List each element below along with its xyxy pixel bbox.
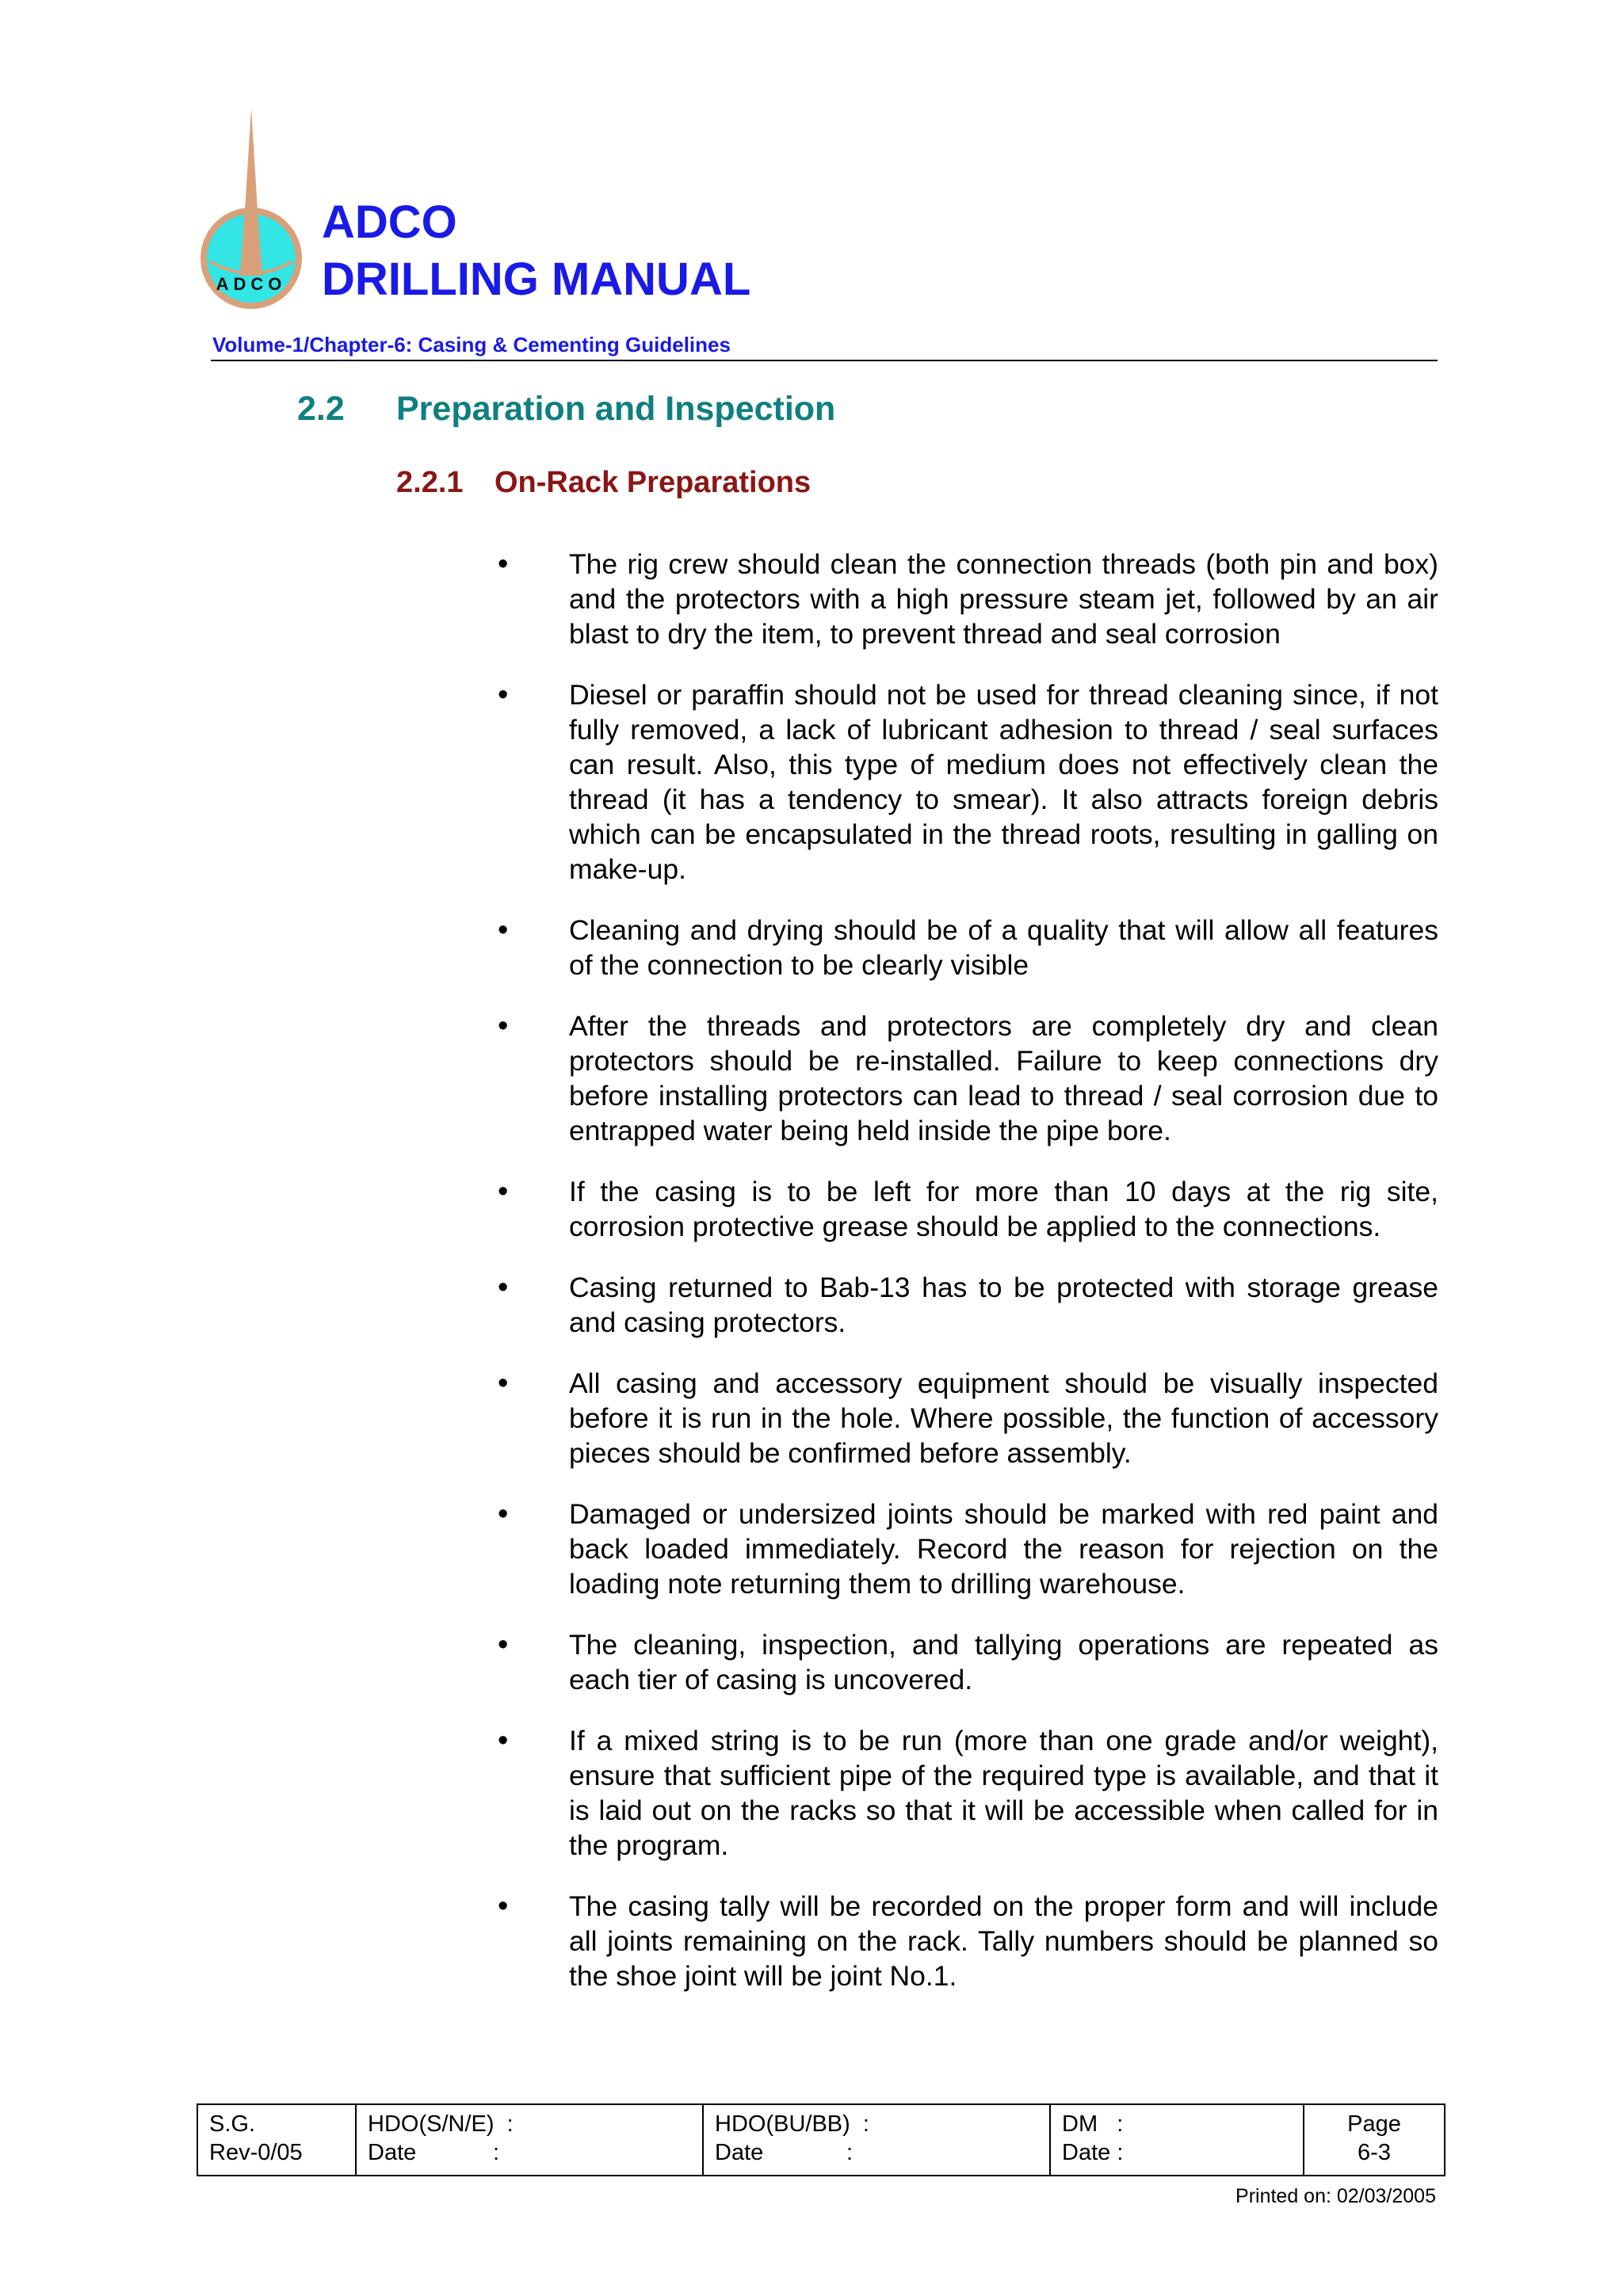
logo-tower [240,108,262,276]
footer-cell-hdo-sne [356,2104,703,2176]
bullet-icon: • [498,1497,509,1531]
bullet-text: Damaged or undersized joints should be marked with red paint and back loaded immediately. Record the reason for rejection on the loading note returning them to drilling warehouse. [569,1498,1438,1600]
dm-label: DM : [1062,2111,1124,2137]
brand-title [322,194,750,308]
bullet-icon: • [498,1724,509,1757]
rev-label: Rev-0/05 [209,2140,303,2165]
bullet-icon: • [498,678,509,711]
logo-text: ADCO [216,274,287,294]
list-item [491,1009,1438,1148]
date-label-3: Date : [1062,2140,1124,2165]
bullet-icon: • [498,1175,509,1208]
section-title: Preparation and Inspection [396,390,836,428]
bullet-text: Casing returned to Bab-13 has to be protected with storage grease and casing protectors. [569,1272,1438,1338]
printed-date: Printed on: 02/03/2005 [1235,2185,1436,2207]
hdo-bubb-label: HDO(BU/BB) : [715,2111,869,2137]
bullet-icon: • [498,1628,509,1661]
document-subtitle: Volume-1/Chapter-6: Casing & Cementing Guidelines [212,333,731,357]
list-item [491,1497,1438,1601]
section-number: 2.2 [297,390,345,428]
list-item [491,1723,1438,1863]
footer-cell-dm [1050,2104,1304,2176]
page-label: Page [1347,2111,1401,2137]
brand-line-1: ADCO [322,196,457,248]
bullet-text: The rig crew should clean the connection threads (both pin and box) and the protectors with a high pressure steam jet, followed by an air blast to dry the item, to prevent thread and seal corrosion [569,548,1438,650]
bullet-icon: • [498,1271,509,1304]
list-item [491,547,1438,651]
bullet-icon: • [498,913,509,947]
header-rule [211,360,1438,361]
bullet-text: If the casing is to be left for more than 10 days at the rig site, corrosion protective grease should be applied to the connections. [569,1176,1438,1242]
bullet-text: The cleaning, inspection, and tallying operations are repeated as each tier of casing is uncovered. [569,1629,1438,1695]
date-label-1: Date : [368,2140,499,2165]
bullet-icon: • [498,1009,509,1043]
hdo-sne-label: HDO(S/N/E) : [368,2111,514,2137]
list-item [491,1174,1438,1244]
list-item [491,913,1438,982]
page-number: 6-3 [1358,2140,1391,2165]
bullet-text: Cleaning and drying should be of a quality that will allow all features of the connection to be clearly visible [569,914,1438,981]
bullet-text: All casing and accessory equipment should be visually inspected before it is run in the hole. Where possible, the function of accessory pieces should be confirmed before assembly. [569,1367,1438,1469]
bullet-text: The casing tally will be recorded on the proper form and will include all joints remaining on the rack. Tally numbers should be planned so the shoe joint will be joint No.1. [569,1890,1438,1992]
footer-cell-page [1304,2104,1445,2176]
bullet-icon: • [498,547,509,581]
list-item [491,1627,1438,1697]
list-item [491,677,1438,887]
list-item [491,1889,1438,1993]
list-item [491,1270,1438,1340]
footer-cell-sg [197,2104,356,2176]
footer-cell-hdo-bubb [703,2104,1050,2176]
sg-label: S.G. [209,2111,256,2137]
brand-line-2: DRILLING MANUAL [322,254,751,305]
subsection-title: On-Rack Preparations [495,466,812,499]
table-row [197,2104,1445,2176]
list-item [491,1366,1438,1470]
bullet-icon: • [498,1367,509,1400]
footer-table [197,2103,1445,2176]
date-label-2: Date : [715,2140,854,2165]
bullet-icon: • [498,1890,509,1923]
adco-logo [198,103,309,309]
bullet-list [491,547,1438,2019]
subsection-number: 2.2.1 [396,466,464,499]
bullet-text: After the threads and protectors are completely dry and clean protectors should be re-installed. Failure to keep connections dry before installing protectors can lead to thread / seal corrosion due to entrapped water being held inside the pipe bore. [569,1010,1438,1146]
bullet-text: If a mixed string is to be run (more than one grade and/or weight), ensure that sufficient pipe of the required type is available, and that it is laid out on the racks so that it will be accessible when called for in the program. [569,1725,1438,1861]
bullet-text: Diesel or paraffin should not be used for thread cleaning since, if not fully removed, a lack of lubricant adhesion to thread / seal surfaces can result. Also, this type of medium does not effectively clean the thread (it has a tendency to smear). It also attracts foreign debris which can be encapsulated in the thread roots, resulting in galling on make-up. [569,679,1438,885]
